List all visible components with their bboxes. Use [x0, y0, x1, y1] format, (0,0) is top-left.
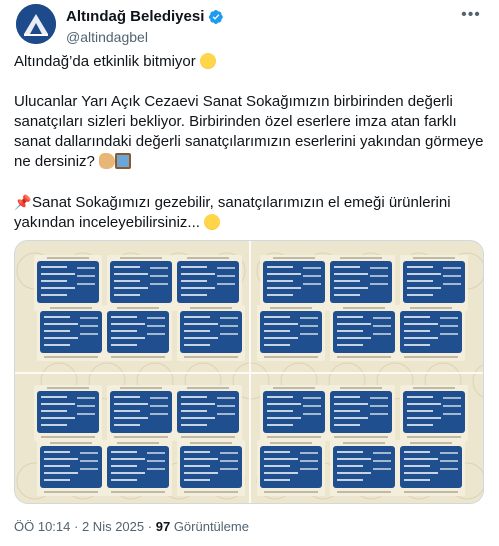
- card-text-line: [111, 472, 145, 474]
- views-count: 97: [155, 519, 171, 534]
- card-caption-line: [181, 436, 235, 438]
- card-text-line: [440, 452, 458, 454]
- card-caption-line: [264, 356, 318, 358]
- post-text: [14, 52, 489, 253]
- verified-badge-icon: [208, 9, 224, 25]
- card-caption-line: [267, 436, 321, 438]
- card-caption-line: [190, 307, 232, 309]
- card-text-line: [264, 465, 290, 467]
- card-text-line: [41, 417, 75, 419]
- card-text-line: [267, 273, 301, 275]
- card-caption-line: [50, 442, 92, 444]
- card-text-line: [303, 397, 321, 399]
- card-text-line: [150, 275, 168, 277]
- card-caption-line: [120, 257, 162, 259]
- card-caption-line: [404, 491, 458, 493]
- card-text-line: [300, 460, 318, 462]
- card-text-line: [337, 337, 371, 339]
- card-text-line: [80, 325, 98, 327]
- card-text-line: [111, 465, 137, 467]
- card-text-line: [184, 337, 218, 339]
- card-caption-line: [47, 387, 89, 389]
- post-time[interactable]: ÖÖ 10:14: [14, 519, 71, 534]
- card-text-line: [407, 294, 433, 296]
- card-text-line: [150, 397, 168, 399]
- card-text-line: [44, 479, 70, 481]
- card-text-line: [111, 323, 145, 325]
- card-text-line: [300, 468, 318, 470]
- card-text-line: [114, 396, 140, 398]
- card-caption-line: [343, 307, 385, 309]
- card-text-line: [303, 267, 321, 269]
- card-text-line: [407, 417, 441, 419]
- card-text-line: [300, 317, 318, 319]
- card-text-line: [44, 323, 78, 325]
- card-text-line: [114, 294, 140, 296]
- card-text-line: [114, 424, 140, 426]
- card-caption-line: [184, 491, 238, 493]
- post-header: [16, 4, 483, 48]
- card-text-line: [404, 479, 430, 481]
- card-text-line: [337, 323, 371, 325]
- card-text-line: [220, 468, 238, 470]
- card-text-line: [264, 316, 290, 318]
- card-caption-line: [117, 442, 159, 444]
- card-text-line: [184, 323, 218, 325]
- card-text-line: [334, 396, 360, 398]
- card-caption-line: [404, 356, 458, 358]
- card-caption-line: [187, 387, 229, 389]
- card-text-line: [303, 405, 321, 407]
- card-text-line: [443, 283, 461, 285]
- card-caption-line: [111, 356, 165, 358]
- card-text-line: [407, 266, 433, 268]
- card-text-line: [404, 323, 438, 325]
- card-text-line: [184, 451, 210, 453]
- card-text-line: [41, 294, 67, 296]
- card-text-line: [184, 472, 218, 474]
- card-caption-line: [270, 307, 312, 309]
- card-text-line: [407, 403, 441, 405]
- card-text-line: [443, 267, 461, 269]
- pushpin-icon: 📌: [14, 194, 32, 210]
- card-caption-line: [337, 491, 391, 493]
- card-text-line: [41, 266, 67, 268]
- card-text-line: [184, 344, 210, 346]
- card-text-line: [267, 287, 301, 289]
- card-text-line: [114, 287, 148, 289]
- card-text-line: [373, 452, 391, 454]
- card-text-line: [337, 451, 363, 453]
- card-text-line: [404, 344, 430, 346]
- card-caption-line: [41, 436, 95, 438]
- card-text-line: [41, 396, 67, 398]
- card-text-line: [44, 458, 78, 460]
- card-text-line: [300, 325, 318, 327]
- card-text-line: [181, 266, 207, 268]
- card-text-line: [41, 287, 75, 289]
- card-text-line: [334, 287, 368, 289]
- card-text-line: [373, 325, 391, 327]
- card-text-line: [77, 405, 95, 407]
- card-text-line: [181, 410, 207, 412]
- card-text-line: [44, 337, 78, 339]
- card-text-line: [337, 330, 363, 332]
- card-caption-line: [340, 387, 382, 389]
- card-text-line: [41, 424, 67, 426]
- card-caption-line: [273, 387, 315, 389]
- card-text-line: [181, 280, 207, 282]
- card-text-line: [267, 417, 301, 419]
- card-caption-line: [413, 387, 455, 389]
- display-name[interactable]: [66, 8, 224, 25]
- card-text-line: [147, 468, 165, 470]
- card-text-line: [114, 403, 148, 405]
- card-text-line: [334, 273, 368, 275]
- card-text-line: [181, 396, 207, 398]
- card-text-line: [264, 472, 298, 474]
- card-text-line: [41, 280, 67, 282]
- card-caption-line: [264, 491, 318, 493]
- card-text-line: [217, 397, 235, 399]
- card-text-line: [147, 325, 165, 327]
- card-text-line: [337, 472, 371, 474]
- card-text-line: [184, 458, 218, 460]
- card-text-line: [77, 413, 95, 415]
- card-text-line: [220, 452, 238, 454]
- post-line-1-text: Altındağ’da etkinlik bitmiyor: [14, 53, 196, 70]
- card-text-line: [404, 316, 430, 318]
- card-text-line: [370, 397, 388, 399]
- card-text-line: [334, 403, 368, 405]
- card-caption-line: [410, 442, 452, 444]
- attached-image[interactable]: [14, 240, 484, 504]
- card-text-line: [44, 344, 70, 346]
- card-text-line: [443, 275, 461, 277]
- card-text-line: [220, 460, 238, 462]
- card-text-line: [370, 275, 388, 277]
- card-text-line: [111, 458, 145, 460]
- card-caption-line: [47, 257, 89, 259]
- card-text-line: [184, 330, 210, 332]
- smiling-face-with-hearts-icon: [204, 214, 220, 230]
- card-text-line: [440, 333, 458, 335]
- card-text-line: [44, 472, 78, 474]
- card-text-line: [370, 413, 388, 415]
- card-text-line: [147, 452, 165, 454]
- card-caption-line: [184, 356, 238, 358]
- card-text-line: [300, 333, 318, 335]
- card-text-line: [404, 337, 438, 339]
- post-meta: [14, 519, 249, 534]
- card-text-line: [217, 413, 235, 415]
- card-text-line: [264, 337, 298, 339]
- card-caption-line: [50, 307, 92, 309]
- card-text-line: [111, 337, 145, 339]
- card-text-line: [440, 317, 458, 319]
- card-caption-line: [413, 257, 455, 259]
- card-text-line: [404, 451, 430, 453]
- card-text-line: [114, 266, 140, 268]
- card-text-line: [77, 267, 95, 269]
- card-text-line: [181, 273, 215, 275]
- card-text-line: [114, 410, 140, 412]
- card-text-line: [337, 458, 371, 460]
- card-text-line: [41, 410, 67, 412]
- card-text-line: [217, 405, 235, 407]
- card-text-line: [147, 460, 165, 462]
- card-text-line: [264, 344, 290, 346]
- card-caption-line: [340, 257, 382, 259]
- card-text-line: [147, 317, 165, 319]
- card-text-line: [184, 479, 210, 481]
- card-text-line: [267, 266, 293, 268]
- card-text-line: [443, 405, 461, 407]
- card-text-line: [370, 267, 388, 269]
- card-text-line: [44, 451, 70, 453]
- framed-picture-icon: [115, 153, 131, 169]
- card-text-line: [217, 283, 235, 285]
- avatar[interactable]: [16, 4, 56, 44]
- card-text-line: [404, 458, 438, 460]
- card-text-line: [407, 280, 433, 282]
- card-text-line: [111, 451, 137, 453]
- card-text-line: [114, 417, 148, 419]
- post-line-1: [14, 52, 489, 72]
- card-caption-line: [44, 356, 98, 358]
- card-caption-line: [343, 442, 385, 444]
- card-text-line: [407, 396, 433, 398]
- handle[interactable]: @altindagbel: [66, 29, 148, 45]
- card-text-line: [407, 424, 433, 426]
- card-text-line: [80, 460, 98, 462]
- author-names: [66, 8, 224, 45]
- views-label: Görüntüleme: [173, 519, 249, 534]
- card-text-line: [267, 280, 293, 282]
- card-text-line: [334, 280, 360, 282]
- card-text-line: [443, 413, 461, 415]
- card-text-line: [404, 465, 430, 467]
- card-text-line: [264, 323, 298, 325]
- card-caption-line: [111, 491, 165, 493]
- card-text-line: [404, 330, 430, 332]
- card-caption-line: [114, 436, 168, 438]
- card-caption-line: [270, 442, 312, 444]
- card-text-line: [80, 333, 98, 335]
- card-text-line: [181, 403, 215, 405]
- card-text-line: [337, 344, 363, 346]
- card-text-line: [440, 325, 458, 327]
- card-text-line: [111, 344, 137, 346]
- card-text-line: [334, 410, 360, 412]
- card-text-line: [147, 333, 165, 335]
- card-text-line: [334, 424, 360, 426]
- card-caption-line: [273, 257, 315, 259]
- post-paragraph-2: [14, 92, 489, 172]
- card-caption-line: [190, 442, 232, 444]
- card-text-line: [217, 275, 235, 277]
- display-name-text[interactable]: Altındağ Belediyesi: [66, 8, 205, 25]
- card-text-line: [264, 479, 290, 481]
- card-text-line: [370, 405, 388, 407]
- card-text-line: [267, 410, 293, 412]
- card-text-line: [267, 294, 293, 296]
- artist-cards-image: [15, 241, 484, 504]
- card-text-line: [370, 283, 388, 285]
- card-text-line: [267, 424, 293, 426]
- card-text-line: [44, 316, 70, 318]
- card-text-line: [220, 325, 238, 327]
- card-text-line: [443, 397, 461, 399]
- card-text-line: [407, 410, 433, 412]
- card-text-line: [267, 396, 293, 398]
- card-text-line: [150, 405, 168, 407]
- card-text-line: [440, 460, 458, 462]
- card-text-line: [300, 452, 318, 454]
- card-text-line: [337, 479, 363, 481]
- card-text-line: [111, 479, 137, 481]
- card-text-line: [80, 452, 98, 454]
- card-text-line: [77, 283, 95, 285]
- card-text-line: [373, 333, 391, 335]
- card-text-line: [184, 316, 210, 318]
- card-text-line: [181, 424, 207, 426]
- card-text-line: [150, 267, 168, 269]
- card-text-line: [111, 330, 137, 332]
- card-text-line: [373, 460, 391, 462]
- card-text-line: [44, 465, 70, 467]
- card-text-line: [264, 451, 290, 453]
- card-text-line: [407, 287, 441, 289]
- card-text-line: [264, 330, 290, 332]
- municipality-logo-icon: [16, 4, 56, 44]
- card-caption-line: [187, 257, 229, 259]
- artist-palette-icon: [99, 153, 115, 169]
- card-text-line: [77, 275, 95, 277]
- card-text-line: [334, 417, 368, 419]
- card-text-line: [114, 280, 140, 282]
- card-caption-line: [337, 356, 391, 358]
- post-paragraph-2-text: Ulucanlar Yarı Açık Cezaevi Sanat Sokağımızın birbirinden değerli sanatçıları sizleri bekliyor. Birbirinden özel eserlere imza atan farklı sanat dallarındaki değerli sanatçılarımızın eserlerini yakından görmeye ne dersiniz?: [14, 93, 484, 170]
- card-text-line: [337, 465, 363, 467]
- card-text-line: [44, 330, 70, 332]
- card-text-line: [267, 403, 301, 405]
- card-text-line: [181, 294, 207, 296]
- card-text-line: [264, 458, 298, 460]
- card-text-line: [303, 275, 321, 277]
- card-text-line: [334, 266, 360, 268]
- more-options-icon[interactable]: •••: [461, 6, 481, 23]
- card-text-line: [440, 468, 458, 470]
- smiling-face-icon: [200, 53, 216, 69]
- post-paragraph-3: [14, 192, 489, 233]
- card-text-line: [337, 316, 363, 318]
- card-text-line: [404, 472, 438, 474]
- card-text-line: [80, 468, 98, 470]
- card-text-line: [111, 316, 137, 318]
- card-text-line: [150, 283, 168, 285]
- card-text-line: [217, 267, 235, 269]
- card-text-line: [220, 333, 238, 335]
- post-paragraph-3-text: Sanat Sokağımızı gezebilir, sanatçılarımızın el emeği ürünlerini yakından inceleyebilirsiniz...: [14, 194, 451, 231]
- card-text-line: [150, 413, 168, 415]
- card-text-line: [303, 283, 321, 285]
- card-text-line: [303, 413, 321, 415]
- card-text-line: [407, 273, 441, 275]
- meta-separator-2: ·: [147, 519, 153, 534]
- card-caption-line: [120, 387, 162, 389]
- card-text-line: [41, 273, 75, 275]
- card-caption-line: [410, 307, 452, 309]
- card-text-line: [181, 417, 215, 419]
- post-date[interactable]: 2 Nis 2025: [81, 519, 145, 534]
- card-text-line: [80, 317, 98, 319]
- card-text-line: [334, 294, 360, 296]
- card-text-line: [181, 287, 215, 289]
- card-text-line: [114, 273, 148, 275]
- card-text-line: [184, 465, 210, 467]
- card-caption-line: [117, 307, 159, 309]
- card-caption-line: [334, 436, 388, 438]
- card-text-line: [373, 468, 391, 470]
- card-text-line: [41, 403, 75, 405]
- card-text-line: [220, 317, 238, 319]
- card-text-line: [373, 317, 391, 319]
- card-caption-line: [407, 436, 461, 438]
- card-text-line: [77, 397, 95, 399]
- card-caption-line: [44, 491, 98, 493]
- meta-separator-1: ·: [74, 519, 79, 534]
